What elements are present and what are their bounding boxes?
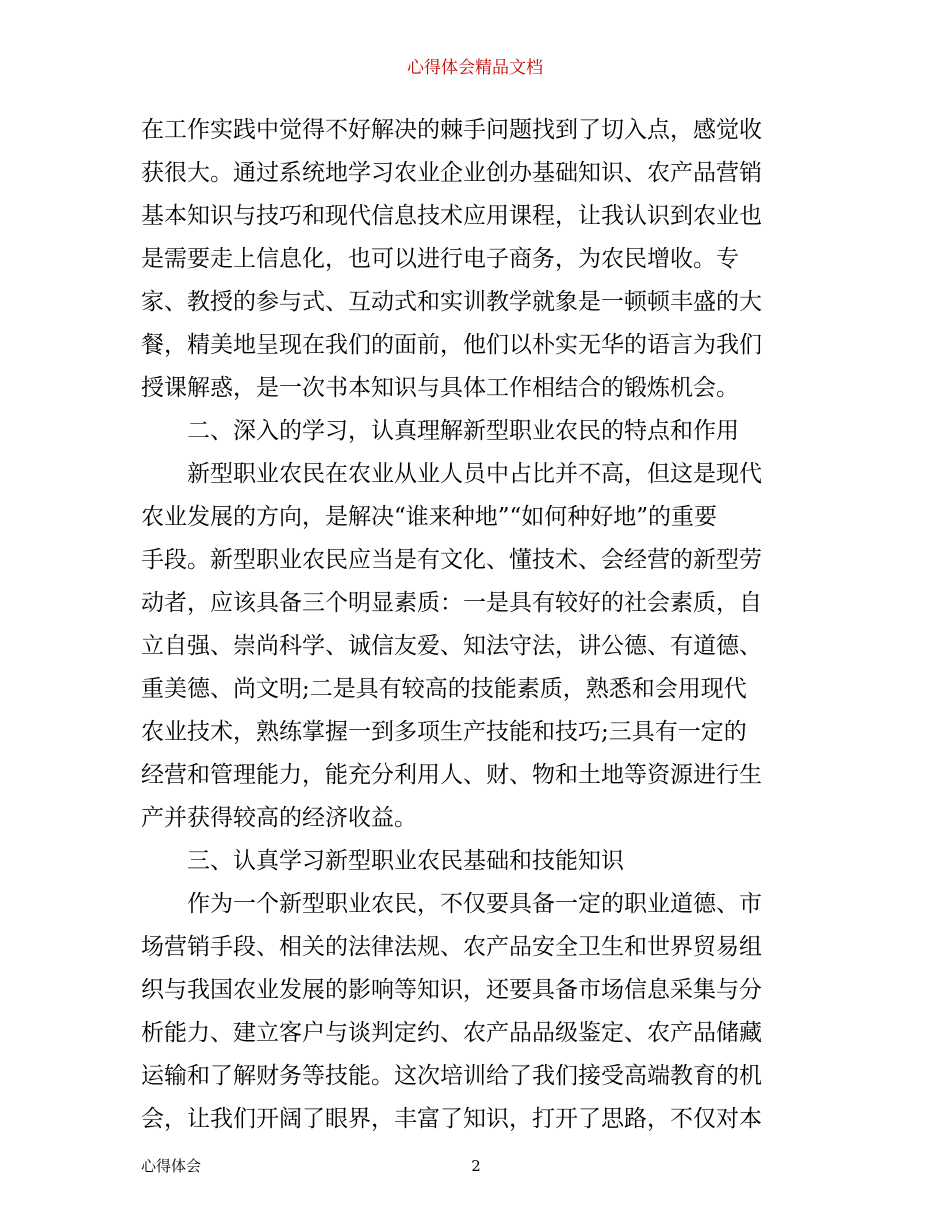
text-line: 经营和管理能力，能充分利用人、财、物和土地等资源进行生: [141, 762, 762, 788]
text-line: 会，让我们开阔了眼界，丰富了知识，打开了思路，不仅对本: [141, 1106, 762, 1132]
text-line: 立自强、崇尚科学、诚信友爱、知法守法，讲公德、有道德、: [141, 633, 762, 659]
text-line: 餐，精美地呈现在我们的面前，他们以朴实无华的语言为我们: [141, 332, 762, 358]
text-line: 手段。新型职业农民应当是有文化、懂技术、会经营的新型劳: [141, 547, 762, 573]
text-line: 家、教授的参与式、互动式和实训教学就象是一顿顿丰盛的大: [141, 289, 762, 315]
text-line: 农业技术，熟练掌握一到多项生产技能和技巧;三具有一定的: [141, 719, 747, 745]
text-line: 二、深入的学习，认真理解新型职业农民的特点和作用: [187, 418, 739, 444]
text-line: 在工作实践中觉得不好解决的棘手问题找到了切入点，感觉收: [141, 117, 762, 143]
text-line: 织与我国农业发展的影响等知识，还要具备市场信息采集与分: [141, 977, 762, 1003]
text-line: 场营销手段、相关的法律法规、农产品安全卫生和世界贸易组: [141, 934, 762, 960]
footer-label: 心得体会: [141, 1157, 202, 1175]
text-line: 动者，应该具备三个明显素质：一是具有较好的社会素质，自: [141, 590, 762, 616]
text-line: 新型职业农民在农业从业人员中占比并不高，但这是现代: [187, 461, 762, 487]
text-line: 三、认真学习新型职业农民基础和技能知识: [187, 848, 624, 874]
text-line: 授课解惑，是一次书本知识与具体工作相结合的锻炼机会。: [141, 375, 739, 401]
text-line: 获很大。通过系统地学习农业企业创办基础知识、农产品营销: [141, 160, 762, 186]
page-header-title: 心得体会精品文档: [407, 58, 543, 78]
text-line: 基本知识与技巧和现代信息技术应用课程，让我认识到农业也: [141, 203, 762, 229]
text-line: 重美德、尚文明;二是具有较高的技能素质，熟悉和会用现代: [141, 676, 747, 702]
text-line: 产并获得较高的经济收益。: [141, 805, 417, 831]
text-line: 析能力、建立客户与谈判定约、农产品品级鉴定、农产品储藏: [141, 1020, 762, 1046]
text-line: 农业发展的方向，是解决“谁来种地”“如何种好地”的重要: [141, 504, 718, 530]
text-line: 作为一个新型职业农民，不仅要具备一定的职业道德、市: [187, 891, 762, 917]
footer-page-number: 2: [471, 1157, 481, 1175]
document-body: [141, 109, 813, 1141]
text-line: 运输和了解财务等技能。这次培训给了我们接受高端教育的机: [141, 1063, 762, 1089]
text-line: 是需要走上信息化，也可以进行电子商务，为农民增收。专: [141, 246, 739, 272]
